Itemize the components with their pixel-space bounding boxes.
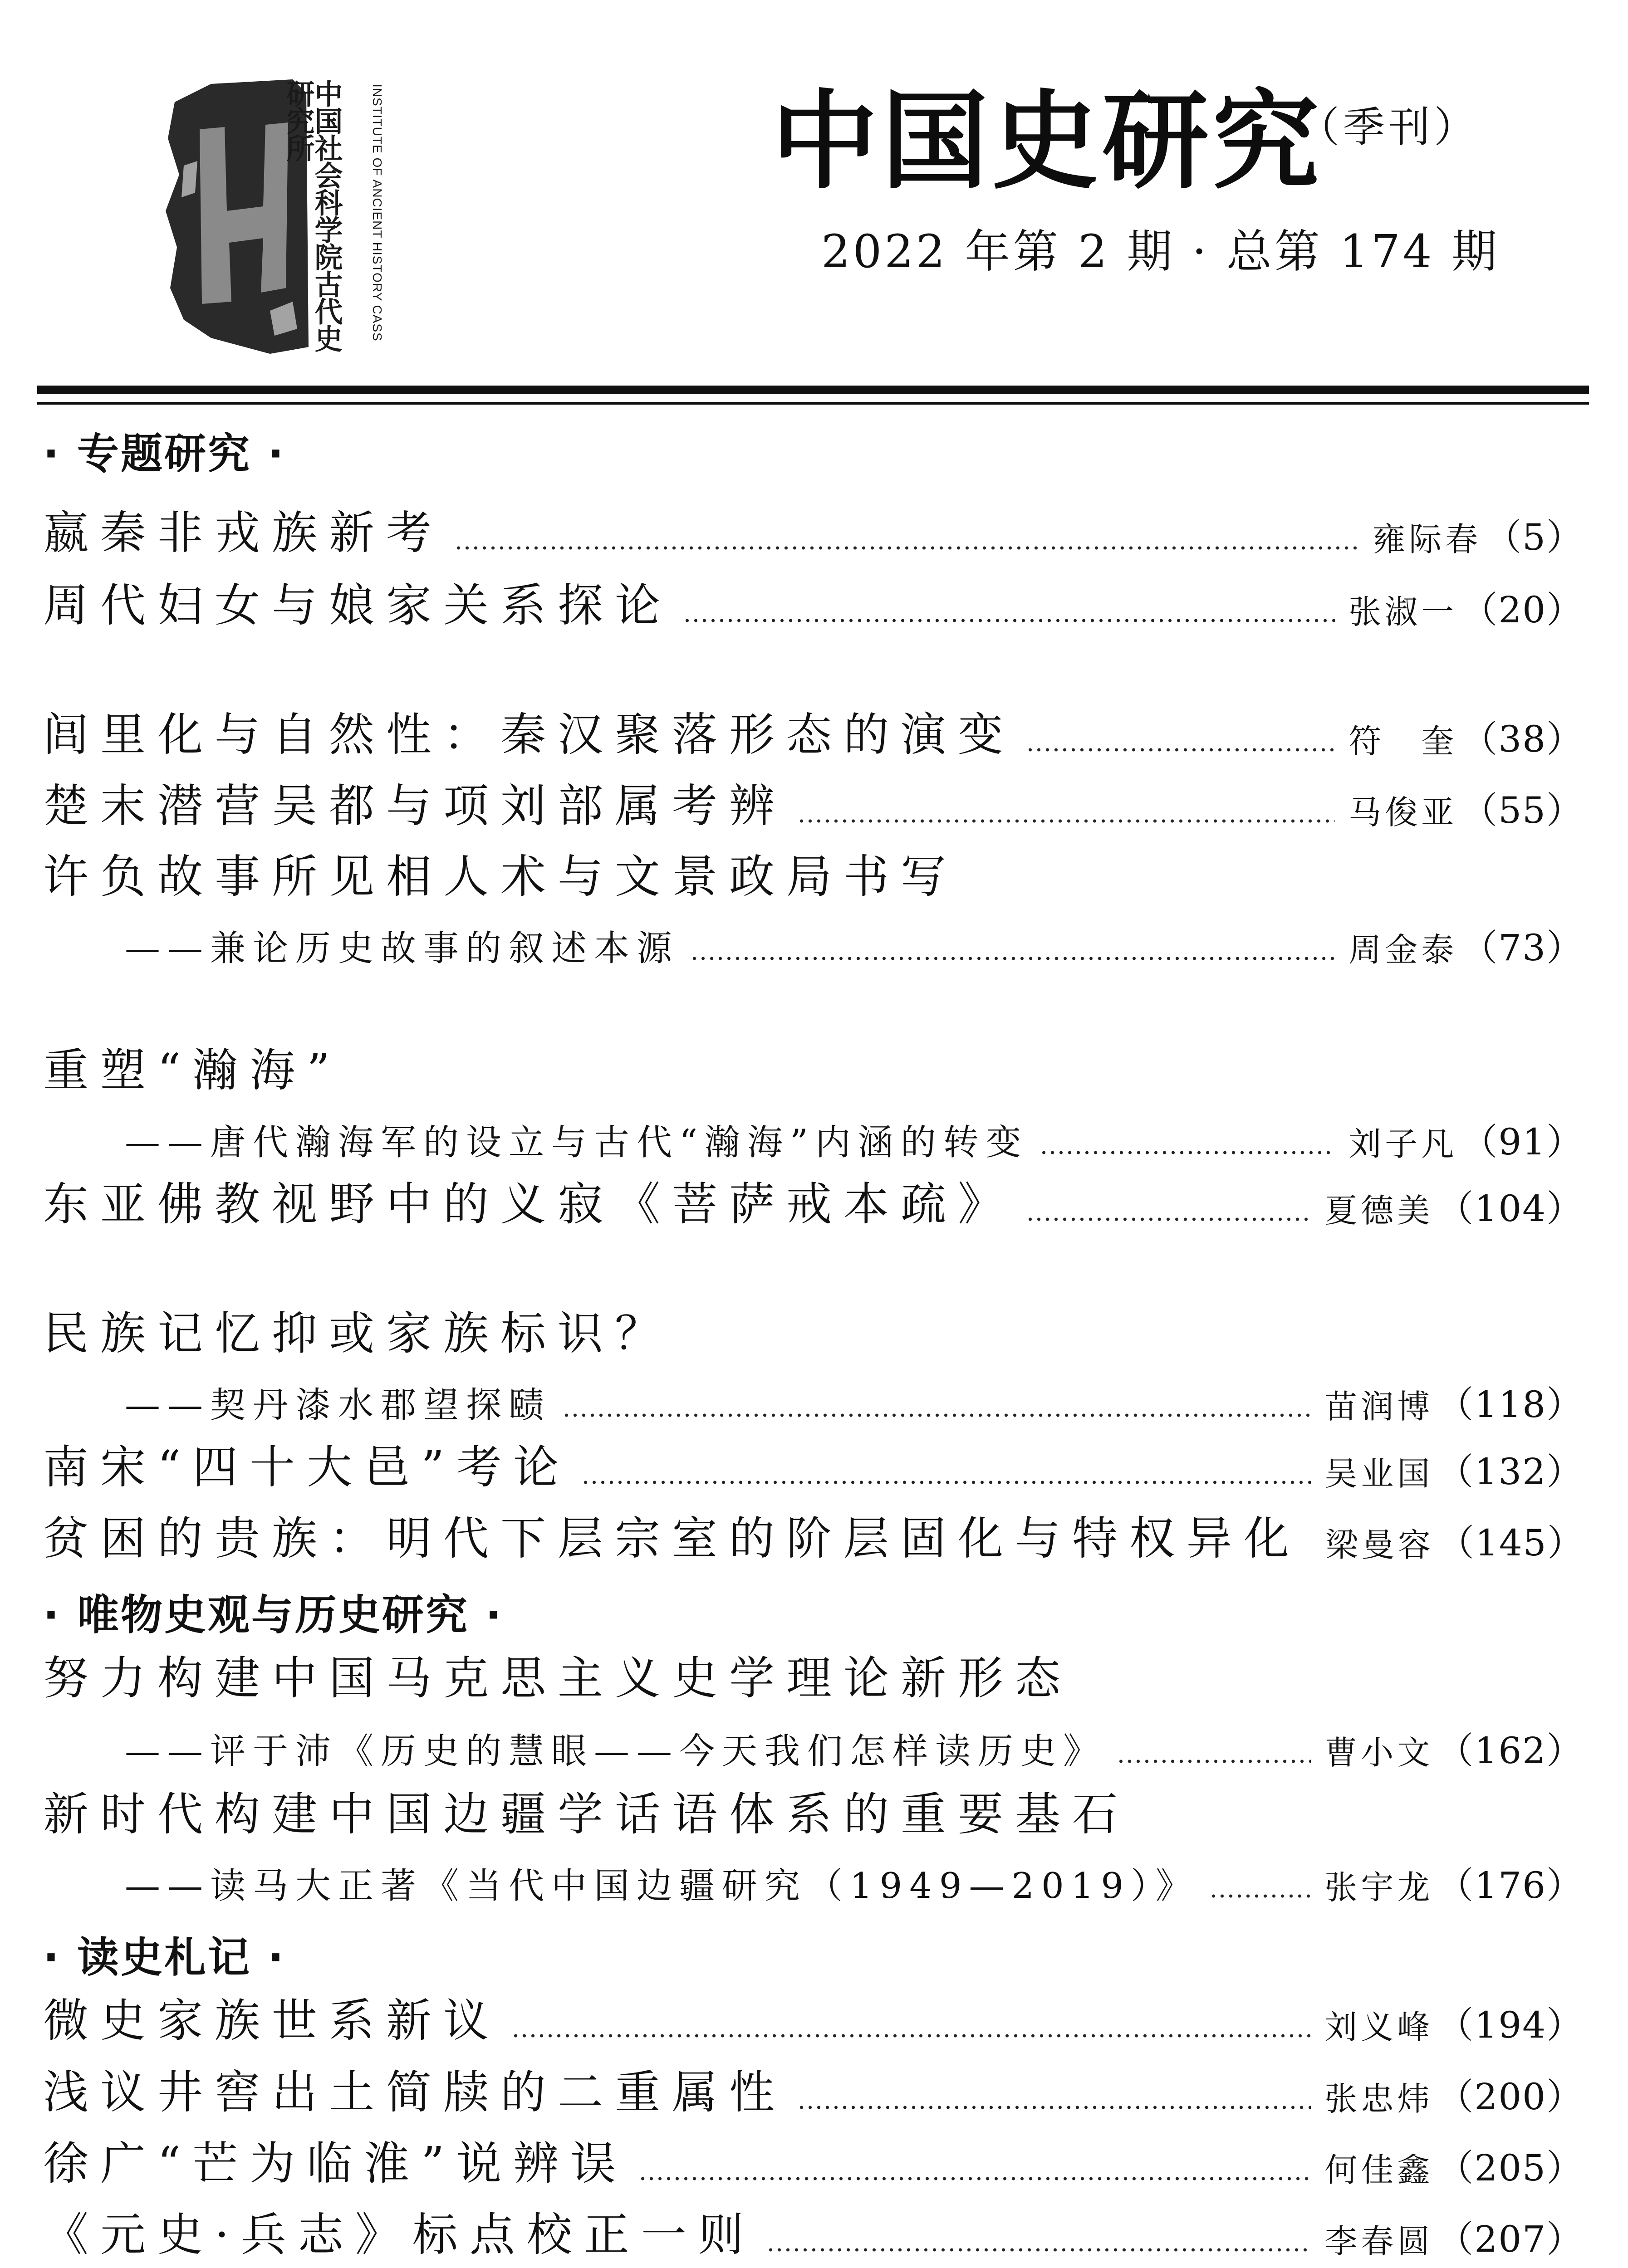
entry-author: 梁曼容: [1325, 1526, 1435, 1564]
toc-entry[interactable]: [43, 1511, 1584, 1565]
toc-entry[interactable]: [43, 1994, 1584, 2047]
dot-leader: [581, 1480, 1311, 1485]
journal-title: 中国史研究: [771, 80, 1323, 204]
entry-title: 楚末潜营吴都与项刘部属考辨: [43, 779, 786, 832]
section-heading: · 唯物史观与历史研究 ·: [43, 1591, 503, 1639]
dot-leader: [1026, 1217, 1311, 1222]
toc-entry[interactable]: [43, 578, 1584, 632]
entry-page: （104）: [1437, 1188, 1584, 1230]
entry-title: 努力构建中国马克思主义史学理论新形态: [43, 1652, 1072, 1705]
entry-page: （145）: [1438, 1522, 1584, 1564]
entry-page: （73）: [1461, 927, 1584, 969]
toc-entry[interactable]: [43, 1177, 1584, 1231]
dot-leader: [511, 2033, 1311, 2038]
entry-author: 刘子凡: [1348, 1125, 1458, 1163]
section-heading: · 专题研究 ·: [43, 430, 285, 478]
logo-chinese-name: 中国社会科学院古代史研究所: [282, 79, 343, 352]
section-heading: · 读史札记 ·: [43, 1933, 285, 1982]
toc-entry-title-line[interactable]: [43, 1043, 1584, 1097]
entry-title: 徐广“芒为临淮”说辨误: [43, 2137, 628, 2190]
entry-author: 张宇龙: [1324, 1868, 1434, 1906]
entry-subtitle: ——兼论历史故事的叙述本源: [125, 928, 680, 969]
entry-author: 周金泰: [1348, 931, 1458, 969]
dot-leader: [683, 618, 1335, 623]
toc-entry[interactable]: [43, 1440, 1584, 1494]
entry-title: 新时代构建中国边疆学话语体系的重要基石: [43, 1788, 1129, 1841]
entry-title: 《元史·兵志》标点校正一则: [43, 2208, 755, 2261]
institute-logo: [157, 75, 392, 358]
toc-entry-title-line[interactable]: [43, 1787, 1584, 1841]
entry-page: （200）: [1437, 2076, 1584, 2118]
entry-title: 重塑“瀚海”: [43, 1044, 342, 1097]
toc-entry[interactable]: [43, 2208, 1584, 2261]
entry-page: （162）: [1437, 1730, 1584, 1772]
dot-leader: [1117, 1759, 1311, 1764]
entry-subtitle: ——评于沛《历史的慧眼——今天我们怎样读历史》: [125, 1731, 1106, 1772]
dot-leader: [638, 2176, 1311, 2181]
entry-page: （38）: [1461, 718, 1584, 760]
entry-author: 李春圆: [1324, 2222, 1434, 2260]
dot-leader: [454, 546, 1359, 550]
entry-title: 民族记忆抑或家族标识？: [43, 1307, 672, 1360]
toc-entry[interactable]: [43, 779, 1584, 832]
dot-leader: [797, 2105, 1311, 2110]
entry-page: （207）: [1437, 2218, 1584, 2260]
entry-author: 何佳鑫: [1324, 2151, 1434, 2189]
entry-title: 周代妇女与娘家关系探论: [43, 579, 672, 632]
toc-entry[interactable]: [43, 2136, 1584, 2190]
entry-title: 浅议井窖出土简牍的二重属性: [43, 2066, 786, 2119]
entry-author: 刘义峰: [1324, 2008, 1434, 2046]
header-rule-thick: [37, 386, 1589, 394]
toc-entry[interactable]: [43, 506, 1584, 559]
toc-entry-subtitle[interactable]: [125, 1854, 1584, 1904]
entry-author: 雍际春: [1373, 520, 1482, 558]
journal-frequency: （季刊）: [1298, 103, 1480, 152]
toc-entry[interactable]: [43, 2065, 1584, 2119]
toc-entry-subtitle[interactable]: [125, 916, 1584, 969]
entry-author: 符 奎: [1348, 722, 1458, 760]
entry-author: 曹小文: [1324, 1734, 1434, 1772]
entry-page: （118）: [1437, 1383, 1584, 1426]
entry-page: （91）: [1461, 1121, 1584, 1163]
logo-english-name: INSTITUTE OF ANCIENT HISTORY CASS: [370, 84, 384, 342]
toc-entry-title-line[interactable]: [43, 850, 1584, 903]
dot-leader: [1040, 1150, 1335, 1155]
dot-leader: [1026, 748, 1335, 752]
entry-title: 许负故事所见相人术与文景政局书写: [43, 850, 958, 903]
entry-title: 微史家族世系新议: [43, 1994, 500, 2047]
entry-author: 苗润博: [1324, 1388, 1434, 1426]
entry-page: （194）: [1437, 2004, 1584, 2046]
toc-entry-subtitle[interactable]: [125, 1373, 1584, 1426]
entry-author: 马俊亚: [1348, 793, 1458, 831]
entry-title: 嬴秦非戎族新考: [43, 506, 443, 559]
issue-number: 2022 年第 2 期 · 总第 174 期: [821, 225, 1500, 278]
entry-page: （176）: [1437, 1864, 1584, 1906]
dot-leader: [562, 1413, 1311, 1418]
entry-page: （132）: [1437, 1451, 1584, 1493]
header-rule-thin: [37, 402, 1589, 405]
entry-title: 东亚佛教视野中的义寂《菩萨戒本疏》: [43, 1178, 1015, 1231]
entry-author: 夏德美: [1324, 1192, 1434, 1230]
toc-entry-title-line[interactable]: [43, 1306, 1584, 1360]
dot-leader: [690, 956, 1335, 961]
dot-leader: [797, 819, 1335, 823]
entry-author: 张忠炜: [1324, 2080, 1434, 2118]
entry-page: （20）: [1461, 589, 1584, 631]
entry-page: （55）: [1461, 789, 1584, 831]
entry-title: 南宋“四十大邑”考论: [43, 1441, 571, 1494]
entry-subtitle: ——唐代瀚海军的设立与古代“瀚海”内涵的转变: [125, 1122, 1029, 1163]
entry-page: （5）: [1485, 516, 1584, 558]
toc-entry-title-line[interactable]: [43, 1651, 1584, 1705]
toc-entry-subtitle[interactable]: [125, 1110, 1584, 1163]
entry-subtitle: ——读马大正著《当代中国边疆研究（1949—2019）》: [125, 1866, 1199, 1906]
dot-leader: [1209, 1894, 1311, 1898]
dot-leader: [766, 2248, 1311, 2252]
entry-title: 闾里化与自然性：秦汉聚落形态的演变: [43, 708, 1015, 761]
entry-title: 贫困的贵族：明代下层宗室的阶层固化与特权异化: [43, 1512, 1301, 1565]
entry-author: 吴业国: [1324, 1455, 1434, 1493]
entry-author: 张淑一: [1348, 593, 1458, 631]
toc-entry-subtitle[interactable]: [125, 1719, 1584, 1772]
entry-subtitle: ——契丹漆水郡望探赜: [125, 1385, 552, 1426]
entry-page: （205）: [1437, 2147, 1584, 2189]
toc-entry[interactable]: [43, 708, 1584, 761]
